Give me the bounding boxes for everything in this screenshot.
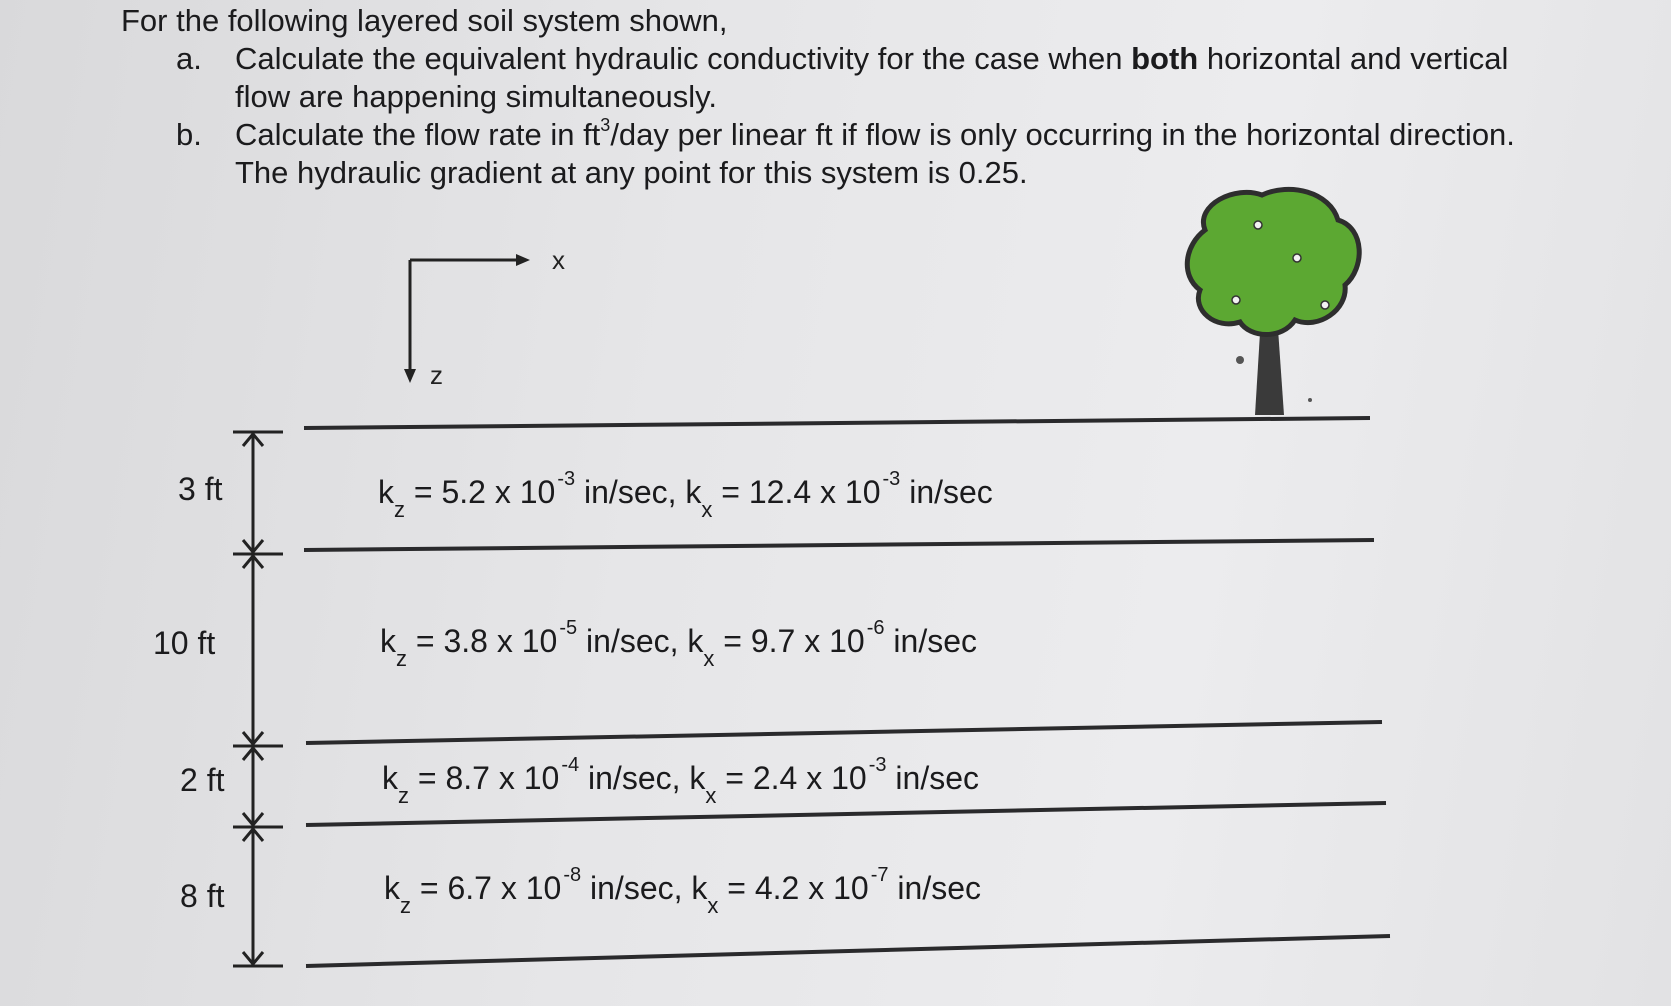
part-a-bold: both [1131,41,1199,76]
part-b-label: b. [176,117,202,152]
part-b-sup: 3 [600,115,611,135]
layer-4-conductivity: $k_z = 6.7$ x 10 $^{-8}$ in/sec, $k_x = 4.2$ x 10 $^{-7}$ in/sec [384,864,981,918]
problem-intro: For the following layered soil system shown, [121,3,728,38]
part-a-label: a. [176,41,202,76]
dimension-line [233,432,283,966]
x-axis-label: x [552,245,565,275]
tree-icon [1187,189,1359,415]
part-a-text-2: horizontal and vertical flow are happening simultaneously. [235,41,1509,114]
z-axis-label: z [430,360,443,390]
thickness-label-4: 8 ft [180,878,225,914]
boundary-1 [304,540,1374,550]
thickness-label-3: 2 ft [180,762,225,798]
thickness-label-1: 3 ft [178,471,223,507]
part-b-text-2: /day per linear ft if flow is only occurring in the horizontal direction. The hydraulic gradient at any point for this system is 0.25. [235,117,1515,190]
layer-2-conductivity: $k_z = 3.8$ x 10 $^{-5}$ in/sec, $k_x = 9.7$ x 10 $^{-6}$ in/sec [380,617,977,671]
part-b-text-1: Calculate the flow rate in ft [235,117,601,152]
boundary-4 [306,936,1390,966]
axis-arrows [404,254,530,383]
boundary-2 [306,722,1382,743]
layer-1-conductivity: $k_z = 5.2$ x 10 $^{-3}$ in/sec, $k_x = 12.4$ x 10 $^{-3}$ in/sec [378,468,993,522]
layer-3-conductivity: $k_z = 8.7$ x 10 $^{-4}$ in/sec, $k_x = 2.4$ x 10 $^{-3}$ in/sec [382,754,979,808]
boundary-3 [306,803,1386,825]
thickness-label-2: 10 ft [153,625,216,661]
ground-line [304,418,1370,428]
part-a-text-1: Calculate the equivalent hydraulic conductivity for the case when [235,41,1132,76]
